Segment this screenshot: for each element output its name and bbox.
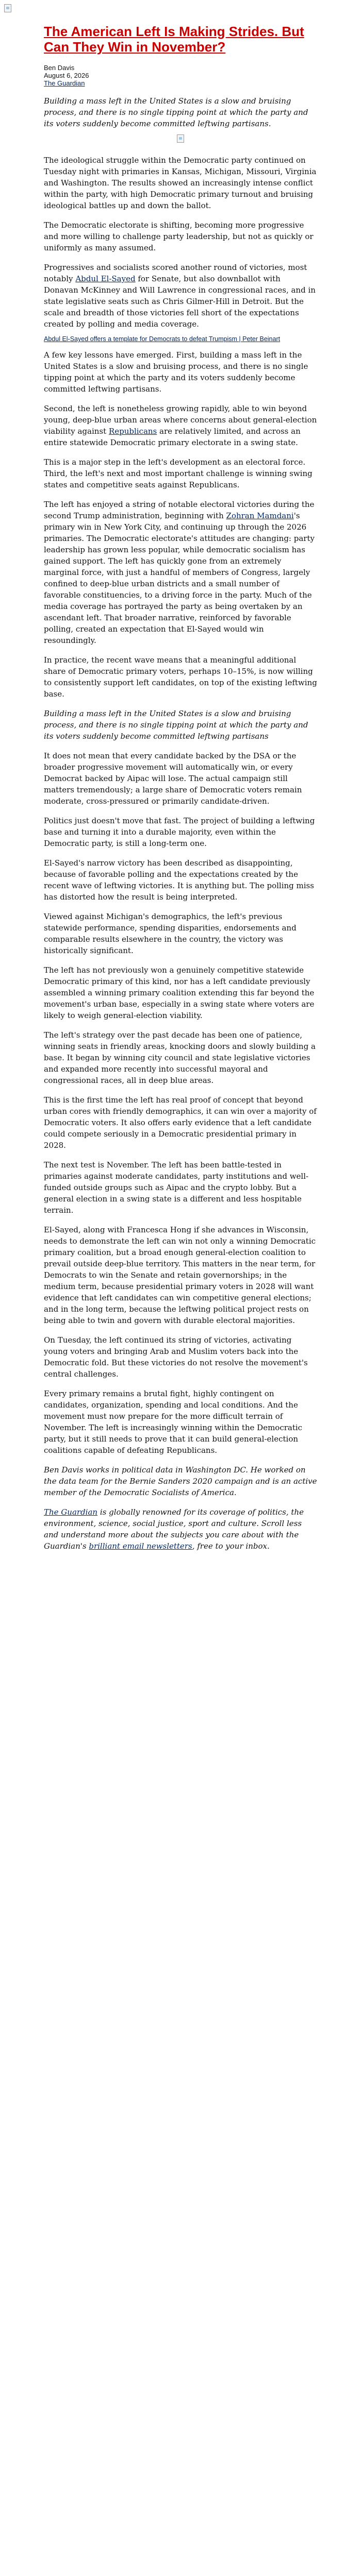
paragraph: This is the first time the left has real proof of concept that beyond urban cores with friendly demographics, it can win over a majority of Democratic voters. It also offers early evidence that a left candidate could compete seriously in a Democratic presidential primary in 2028. <box>44 1095 317 1150</box>
paragraph-text: Second, the left is nonetheless growing rapidly, able to win beyond young, deep-blue urban areas where concerns about general-election viability against <box>44 404 317 436</box>
paragraph-text: for Senate, but also downballot with Donavan McKinney and Will Lawrence in congressional races, and in state legislative seats such as Chris Gilmer-Hill in Detroit. But the scale and breadth of those victories fell short of the expectations created by polling and media coverage. <box>44 274 316 329</box>
newsletter-promo <box>44 1506 317 1552</box>
paragraph: The left's strategy over the past decade has been one of patience, winning seats in friendly areas, knocking doors and slowly building a base. It began by winning city council and state legislative victories and expanded more recently into successful mayoral and congressional races, all in deep blue areas. <box>44 1030 316 1085</box>
paragraph: The next test is November. The left has been battle-tested in primaries against moderate candidates, party institutions and well-funded outside groups such as Aipac and the crypto lobby. But a general election in a swing state is a different and less hospitable terrain. <box>44 1160 309 1215</box>
paragraph: A few key lessons have emerged. First, building a mass left in the United States is a slow and bruising process, and there is no single tipping point at which the party and its voters suddenly become committed leftwing partisans. <box>44 350 308 394</box>
paragraph: El-Sayed, along with Francesca Hong if she advances in Wisconsin, needs to demonstrate the left can win not only a winning Democratic primary coalition, but a broad enough general-election coalition to prevail outside deep-blue territory. This matters in the near term, for Democrats to win the Senate and retain governorships; in the medium term, because presidential primary voters in 2028 will want evidence that left candidates can win competitive general elections; and in the long term, because the leftwing political project rests on being able to twin and govern with durable electoral majorities. <box>44 1225 316 1325</box>
republicans-link[interactable]: Republicans <box>108 427 157 436</box>
paragraph: The Democratic electorate is shifting, becoming more progressive and more willing to challenge party leadership, but not as quickly or uniformly as many assumed. <box>44 221 314 252</box>
paragraph: The left has not previously won a genuinely competitive statewide Democratic primary of this kind, nor has a left candidate previously assembled a winning primary coalition extending this far beyond the movement's urban base, especially in a swing state where voters are likely to weigh general-election viability. <box>44 965 315 1020</box>
guardian-link[interactable]: The Guardian <box>44 1507 98 1517</box>
article-body <box>44 155 317 1560</box>
publish-date: August 6, 2026 <box>44 72 89 79</box>
paragraph <box>44 403 317 448</box>
mamdani-link[interactable]: Zohran Mamdani <box>226 511 294 520</box>
header-image-icon <box>4 4 11 12</box>
author-bio: Ben Davis works in political data in Washington DC. He worked on the data team for the Bernie Sanders 2020 campaign and is an active member of the Democratic Socialists of America. <box>44 1465 317 1497</box>
paragraph: Viewed against Michigan's demographics, the left's previous statewide performance, spending disparities, endorsements and comparable results elsewhere in the country, the victory was historically significant. <box>44 912 297 955</box>
paragraph: The ideological struggle within the Democratic party continued on Tuesday night with primaries in Kansas, Michigan, Missouri, Virginia and Washington. The results showed an increasingly intense conflict within the party, with high Democratic primary turnout and bruising ideological battles up and down the ballot. <box>44 156 317 210</box>
promo-text: , free to your inbox. <box>192 1541 270 1551</box>
paragraph-text: Progressives and socialists scored another round of victories, most notably <box>44 263 307 283</box>
hero-image <box>44 134 317 145</box>
broken-image-icon <box>177 134 184 143</box>
byline <box>44 64 317 87</box>
related-article-link[interactable]: Abdul El-Sayed offers a template for Democrats to defeat Trumpism | Peter Beinart <box>44 335 281 343</box>
pull-quote: Building a mass left in the United States is a slow and bruising process, and there is no single tipping point at which the party and its voters suddenly become committed leftwing partisans <box>44 709 308 741</box>
paragraph <box>44 262 317 330</box>
promo-text: is globally renowned for its coverage of politics, the environment, science, social justice, sport and culture. Scroll less and understand more about the subjects you care about with the Guardian's <box>44 1507 304 1551</box>
paragraph: El-Sayed's narrow victory has been described as disappointing, because of favorable polling and the expectations created by the recent wave of leftwing victories. It is anything but. The polling miss has distorted how the result is being interpreted. <box>44 858 314 902</box>
paragraph <box>44 499 317 646</box>
standfirst: Building a mass left in the United States is a slow and bruising process, and there is no single tipping point at which the party and its voters suddenly become committed leftwing partisans. <box>44 96 308 128</box>
paragraph: It does not mean that every candidate backed by the DSA or the broader progressive movement will automatically win, or every Democrat backed by Aipac will lose. The actual campaign still matters tremendously; a large share of Democratic voters remain moderate, cross-pressured or primarily candidate-driven. <box>44 751 302 806</box>
paragraph: In practice, the recent wave means that a meaningful additional share of Democratic primary voters, perhaps 10–15%, is now willing to consistently support left candidates, on top of the existing leftwing base. <box>44 655 317 699</box>
paragraph: Every primary remains a brutal fight, highly contingent on candidates, organization, spending and local conditions. And the movement must now prepare for the more difficult terrain of November. The left is increasingly winning within the Democratic party, but it still needs to prove that it can build general-election coalitions capable of defeating Republicans. <box>44 1389 303 1455</box>
article-headline[interactable]: The American Left Is Making Strides. But Can They Win in November? <box>44 24 304 55</box>
paragraph-text: 's primary win in New York City, and continuing up through the 2026 primaries. The Democratic electorate's attitudes are changing: party leadership has grown less popular, while democratic socialism has gained support. The left has quickly gone from an extremely marginal force, with just a handful of members of Congress, largely confined to deep-blue urban districts and a small number of favorable constituencies, to a driving force in the party. Much of the media coverage has portrayed the party as being overtaken by an ascendant left. That broader narrative, reinforced by favorable polling, created an expectation that El-Sayed would win resoundingly. <box>44 511 315 645</box>
newsletters-link[interactable]: brilliant email newsletters <box>89 1541 192 1551</box>
paragraph: On Tuesday, the left continued its string of victories, activating young voters and bringing Arab and Muslim voters back into the Democratic fold. But these victories do not resolve the movement's central challenges. <box>44 1335 308 1379</box>
publication-link[interactable]: The Guardian <box>44 79 85 87</box>
paragraph-text: are relatively limited, and across an entire statewide Democratic primary electorate in a swing state. <box>44 427 301 447</box>
author-name: Ben Davis <box>44 64 75 72</box>
paragraph: Politics just doesn't move that fast. The project of building a leftwing base and turning it into a durable majority, even within the Democratic party, is still a long-term one. <box>44 816 315 848</box>
paragraph: This is a major step in the left's development as an electoral force. Third, the left's next and most important challenge is winning swing states and competitive seats against Republicans. <box>44 457 313 489</box>
article-header <box>44 15 317 176</box>
paragraph-text: The left has enjoyed a string of notable electoral victories during the second Trump administration, beginning with <box>44 500 315 520</box>
el-sayed-link[interactable]: Abdul El-Sayed <box>75 274 136 283</box>
